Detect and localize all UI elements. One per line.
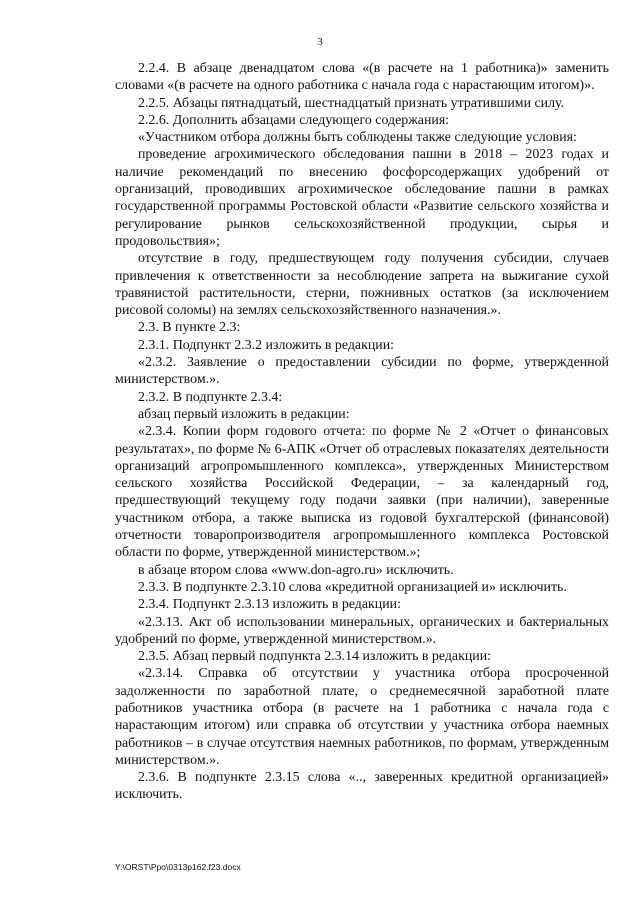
paragraph: 2.3.2. В подпункте 2.3.4:: [138, 389, 283, 405]
document-body: [115, 60, 609, 804]
paragraph: 2.3.6. В подпункте 2.3.15 слова «.., заверенных кредитной организацией» исключить.: [115, 770, 609, 803]
paragraph: «2.3.14. Справка об отсутствии у участника отбора просроченной задолженности по заработной плате, о среднемесячной заработной плате работников участника отбора (в расчете на 1 работника с начала года с нарастающим итогом) или справка об отсутствии у участника отбора наемных работников – в случае отсутствия наемных работников, по формам, утвержденным министерством.».: [115, 666, 609, 768]
paragraph: 2.3.5. Абзац первый подпункта 2.3.14 изложить в редакции:: [138, 649, 491, 665]
paragraph: «2.3.4. Копии форм годового отчета: по форме № 2 «Отчет о финансовых результатах», по форме № 6-АПК «Отчет об отраслевых показателях деятельности организаций агропромышленного комплекса», утвержденных Министерством сельского хозяйства Российской Федерации, – за календарный год, предшествующий текущему году подачи заявки (при наличии), заверенные участником отбора, а также выписка из годовой бухгалтерской (финансовой) отчетности товаропроизводителя агропромышленного комплекса Ростовской области по форме, утвержденной министерством.»;: [115, 424, 609, 561]
paragraph: 2.3.1. Подпункт 2.3.2 изложить в редакции:: [138, 337, 395, 353]
paragraph: 2.3. В пункте 2.3:: [138, 320, 241, 336]
paragraph: 2.3.3. В подпункте 2.3.10 слова «кредитной организацией и» исключить.: [138, 579, 567, 595]
paragraph: 2.2.5. Абзацы пятнадцатый, шестнадцатый признать утратившими силу.: [138, 95, 565, 111]
paragraph: «2.3.2. Заявление о предоставлении субсидии по форме, утвержденной министерством.».: [115, 355, 609, 388]
paragraph: абзац первый изложить в редакции:: [138, 406, 350, 422]
paragraph: в абзаце втором слова «www.don-agro.ru» исключить.: [138, 562, 454, 578]
paragraph: 2.3.4. Подпункт 2.3.13 изложить в редакции:: [138, 597, 401, 613]
paragraph: «2.3.13. Акт об использовании минеральных, органических и бактериальных удобрений по форме, утвержденной министерством.».: [115, 614, 609, 647]
page-number: 3: [317, 36, 323, 48]
paragraph: 2.2.4. В абзаце двенадцатом слова «(в расчете на 1 работника)» заменить словами «(в расчете на одного работника с начала года с нарастающим итогом)».: [115, 61, 609, 94]
paragraph: отсутствие в году, предшествующем году получения субсидии, случаев привлечения к ответственности за несоблюдение запрета на выжигание сухой травянистой растительности, стерни, пожнивных остатков (за исключением рисовой соломы) на землях сельскохозяйственного назначения.».: [115, 251, 609, 319]
file-path-footer: Y:\ORST\Ppo\0313p162.f23.docx: [115, 862, 241, 872]
paragraph: «Участником отбора должны быть соблюдены также следующие условия:: [138, 130, 577, 146]
paragraph: проведение агрохимического обследования пашни в 2018 – 2023 годах и наличие рекомендаций по внесению фосфорсодержащих удобрений от организаций, проводивших агрохимическое обследование пашни в рамках государственной программы Ростовской области «Развитие сельского хозяйства и регулирование рынков сельскохозяйственной продукции, сырья и продовольствия»;: [115, 147, 609, 249]
paragraph: 2.2.6. Дополнить абзацами следующего содержания:: [138, 112, 450, 128]
